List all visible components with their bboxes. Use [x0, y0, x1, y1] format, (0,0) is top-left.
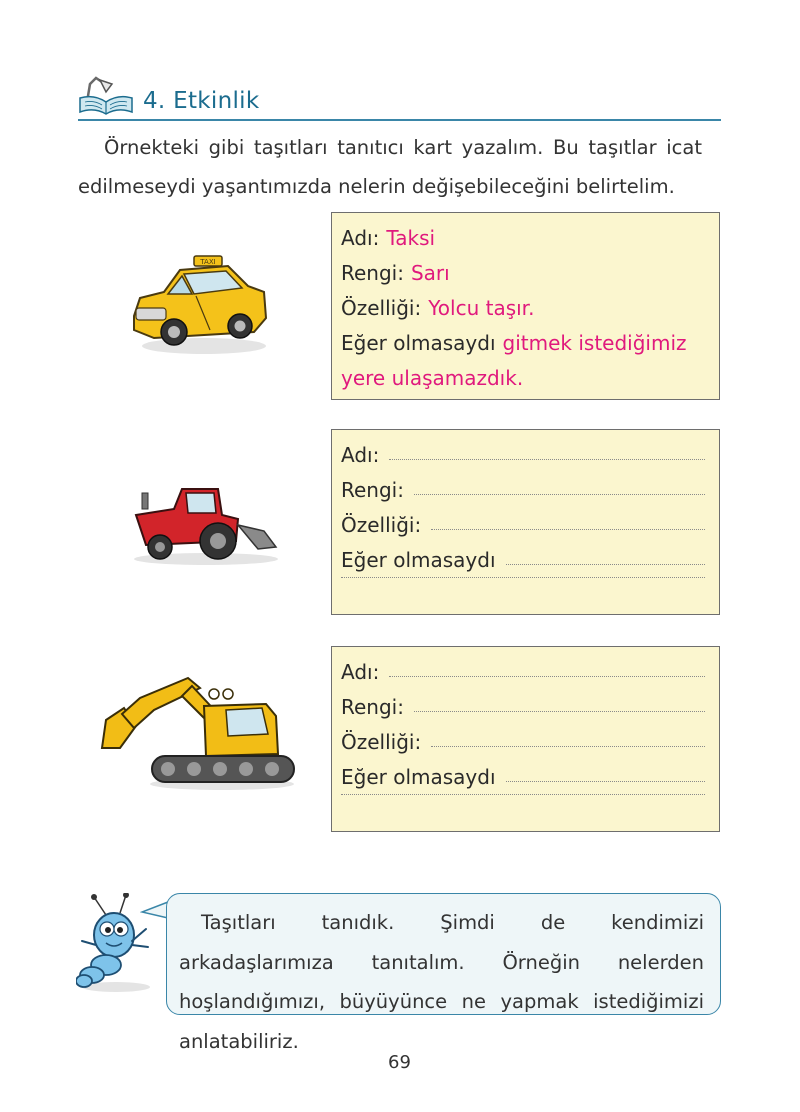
color-row	[341, 256, 705, 291]
title-underline	[78, 119, 721, 121]
if-blank-line2[interactable]	[341, 576, 705, 578]
color-blank[interactable]	[414, 710, 705, 712]
excavator-icon	[96, 676, 298, 792]
name-row	[341, 221, 705, 256]
page-number: 69	[388, 1052, 411, 1073]
if-row	[341, 760, 705, 795]
if-label: Eğer olmasaydı	[341, 331, 496, 355]
feature-row	[341, 725, 705, 760]
svg-text:TAXI: TAXI	[200, 258, 216, 266]
tractor-icon	[126, 485, 286, 567]
feature-row	[341, 291, 705, 326]
if-value-line2: yere ulaşamazdık.	[341, 366, 524, 390]
feature-blank[interactable]	[431, 528, 705, 530]
color-label: Rengi:	[341, 478, 404, 502]
feature-value: Yolcu taşır.	[428, 296, 535, 320]
feature-label: Özelliği:	[341, 513, 422, 537]
color-row	[341, 690, 705, 725]
color-value: Sarı	[410, 261, 450, 285]
color-label: Rengi:	[341, 695, 404, 719]
book-lamp-icon	[76, 74, 136, 118]
if-row-continued	[341, 795, 705, 830]
name-row	[341, 655, 705, 690]
taxi-icon	[124, 246, 272, 360]
blank-card-tractor	[331, 429, 720, 615]
if-row-continued	[341, 578, 705, 613]
if-label: Eğer olmasaydı	[341, 765, 496, 789]
feature-label: Özelliği:	[341, 296, 422, 320]
color-blank[interactable]	[414, 493, 705, 495]
speech-bubble	[166, 893, 721, 1053]
if-row	[341, 543, 705, 578]
if-blank[interactable]	[506, 563, 705, 565]
color-label: Rengi:	[341, 261, 404, 285]
feature-label: Özelliği:	[341, 730, 422, 754]
name-blank[interactable]	[389, 458, 705, 460]
instructions-text: Örnekteki gibi taşıtları tanıtıcı kart yazalım. Bu taşıtlar icat edilmeseydi yaşantımızda nelerin değişebileceğini belirtelim.	[78, 136, 702, 198]
name-label: Adı:	[341, 226, 380, 250]
name-row	[341, 438, 705, 473]
if-label: Eğer olmasaydı	[341, 548, 496, 572]
blank-card-excavator	[331, 646, 720, 832]
feature-blank[interactable]	[431, 745, 705, 747]
name-label: Adı:	[341, 660, 380, 684]
if-blank-line2[interactable]	[341, 793, 705, 795]
speech-bubble-text: Taşıtları tanıdık. Şimdi de kendimizi arkadaşlarımıza tanıtalım. Örneğin nelerden hoşlandığımızı, büyüyünce ne yapmak istediğimizi anlatabiliriz.	[179, 911, 704, 1053]
feature-row	[341, 508, 705, 543]
name-value: Taksi	[386, 226, 436, 250]
example-card-taxi	[331, 212, 720, 400]
color-row	[341, 473, 705, 508]
name-blank[interactable]	[389, 675, 705, 677]
activity-title: 4. Etkinlik	[143, 88, 260, 114]
if-blank[interactable]	[506, 780, 705, 782]
if-row-continued	[341, 361, 705, 396]
name-label: Adı:	[341, 443, 380, 467]
if-value-line1: gitmek istediğimiz	[502, 331, 687, 355]
if-row	[341, 326, 705, 361]
